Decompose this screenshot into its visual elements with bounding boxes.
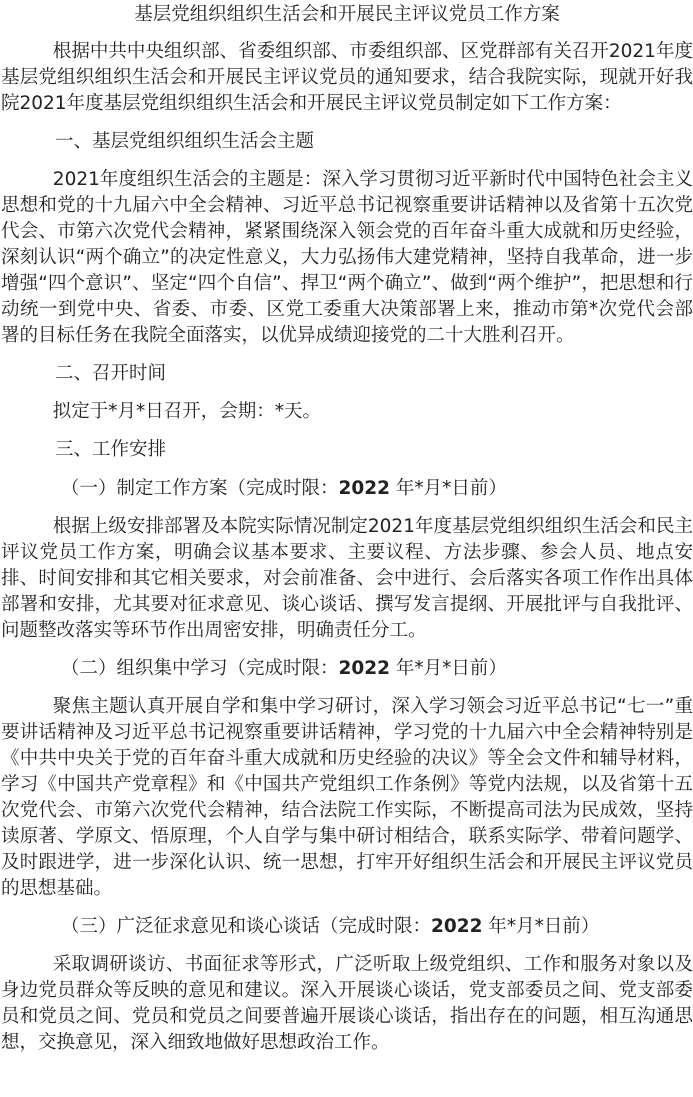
subsection-1-heading-suffix: 年*月*日前）	[390, 478, 507, 499]
document	[1, 0, 693, 1056]
section-1-body: 2021年度组织生活会的主题是：深入学习贯彻习近平新时代中国特色社会主义思想和党的十九届六中全会精神、习近平总书记视察重要讲话精神以及省第十五次党代会、市第六次党代会精神，紧紧围绕深入领会党的百年奋斗重大成就和历史经验，深刻认识“两个确立”的决定性意义，大力弘扬伟大建党精神，坚持自我革命，进一步增强“四个意识”、坚定“四个自信”、捍卫“两个确立”、做到“两个维护”，把思想和行动统一到党中央、省委、市委、区党工委重大决策部署上来，推动市第*次党代会部署的目标任务在我院全面落实，以优异成绩迎接党的二十大胜利召开。	[1, 169, 693, 346]
subsection-3-heading-suffix: 年*月*日前）	[482, 916, 600, 937]
subsection-1-heading	[1, 475, 693, 503]
subsection-2-heading-suffix: 年*月*日前）	[390, 658, 507, 679]
section-3-heading: 三、工作安排	[55, 439, 167, 460]
subsection-1-heading-year: 2022	[338, 478, 391, 499]
subsection-2-body: 聚焦主题认真开展自学和集中学习研讨，深入学习领会习近平总书记“七一”重要讲话精神及习近平总书记视察重要讲话精神，学习党的十九届六中全会精神特别是《中共中央关于党的百年奋斗重大成就和历史经验的决议》等全会文件和辅导材料，学习《中国共产党章程》和《中国共产党组织工作条例》等党内法规，以及省第十五次党代会、市第六次党代会精神，结合法院工作实际，不断提高司法为民成效，坚持读原著、学原文、悟原理，个人自学与集中研讨相结合，联系实际学、带着问题学、及时跟进学，进一步深化认识、统一思想，打牢开好组织生活会和开展民主评议党员的思想基础。	[1, 696, 693, 899]
section-2-body: 拟定于*月*日召开，会期：*天。	[52, 401, 322, 422]
subsection-3-body: 采取调研谈访、书面征求等形式，广泛听取上级党组织、工作和服务对象以及身边党员群众等反映的意见和建议。深入开展谈心谈话，党支部委员之间、党支部委员和党员之间、党员和党员之间要普遍开展谈心谈话，指出存在的问题，相互沟通思想，交换意见，深入细致地做好思想政治工作。	[1, 954, 693, 1053]
document-title: 基层党组织组织生活会和开展民主评议党员工作方案	[134, 4, 560, 25]
section-2-heading: 二、召开时间	[55, 363, 167, 384]
subsection-3-heading-prefix: （三）广泛征求意见和谈心谈话（完成时限：	[61, 916, 432, 937]
subsection-2-heading	[1, 655, 693, 683]
subsection-1-heading-prefix: （一）制定工作方案（完成时限：	[61, 478, 339, 499]
intro-paragraph: 根据中共中央组织部、省委组织部、市委组织部、区党群部有关召开2021年度基层党组织组织生活会和开展民主评议党员的通知要求，结合我院实际，现就开好我院2021年度基层党组织组织生活会和开展民主评议党员制定如下工作方案：	[1, 41, 693, 114]
subsection-2-heading-prefix: （二）组织集中学习（完成时限：	[61, 658, 339, 679]
subsection-3-heading-year: 2022	[431, 916, 483, 937]
subsection-1-body: 根据上级安排部署及本院实际情况制定2021年度基层党组织组织生活会和民主评议党员工作方案，明确会议基本要求、主要议程、方法步骤、参会人员、地点安排、时间安排和其它相关要求，对会前准备、会中进行、会后落实各项工作作出具体部署和安排，尤其要对征求意见、谈心谈话、撰写发言提纲、开展批评与自我批评、问题整改落实等环节作出周密安排，明确责任分工。	[1, 516, 693, 641]
subsection-2-heading-year: 2022	[338, 658, 391, 679]
section-1-heading: 一、基层党组织组织生活会主题	[55, 131, 315, 152]
subsection-3-heading	[1, 913, 693, 941]
